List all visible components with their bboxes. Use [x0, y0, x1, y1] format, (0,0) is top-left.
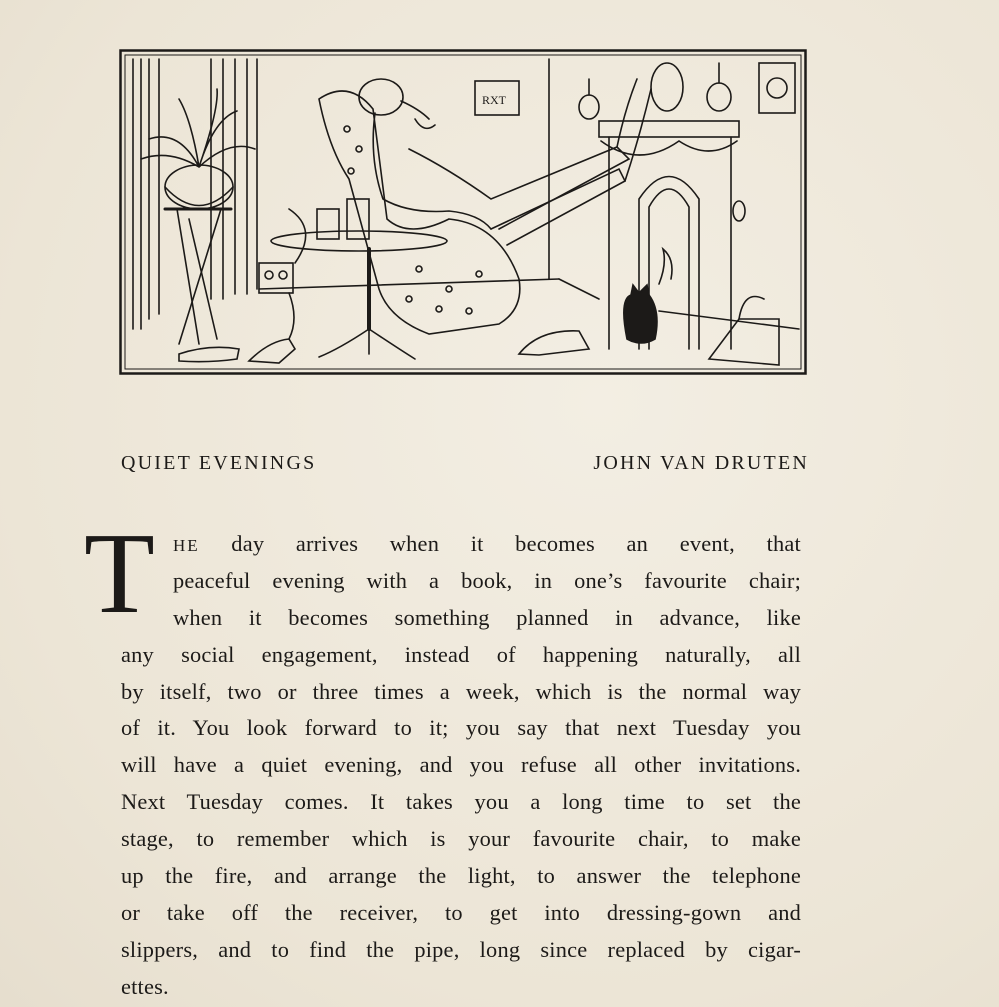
text-line-content: day arrives when it becomes an event, that [231, 531, 801, 556]
author-name: JOHN VAN DRUTEN [593, 452, 809, 474]
running-header [121, 452, 809, 482]
svg-text:RXT: RXT [482, 93, 506, 107]
text-line: any social engagement, instead of happening naturally, all [121, 641, 801, 667]
text-line: will have a quiet evening, and you refuse all other invitations. [121, 752, 801, 778]
text-line: peaceful evening with a book, in one’s favourite chair; [173, 567, 801, 593]
text-line: stage, to remember which is your favourite chair, to make [121, 826, 801, 852]
text-line: Next Tuesday comes. It takes you a long time to set the [121, 789, 801, 815]
body-paragraph [121, 526, 801, 1006]
text-line: when it becomes something planned in advance, like [173, 604, 801, 630]
chapter-title: QUIET EVENINGS [121, 452, 317, 474]
man-in-armchair-illustration [119, 49, 807, 375]
drop-cap-letter: T [84, 510, 155, 638]
text-line: of it. You look forward to it; you say that next Tuesday you [121, 715, 801, 741]
text-line: slippers, and to find the pipe, long since replaced by cigar- [121, 936, 801, 962]
opening-smallcaps: HE [173, 536, 200, 555]
text-line [121, 526, 801, 563]
header-illustration [119, 49, 807, 375]
text-line: by itself, two or three times a week, which is the normal way [121, 678, 801, 704]
text-line: ettes. [121, 973, 169, 999]
text-line: up the fire, and arrange the light, to answer the telephone [121, 863, 801, 889]
text-line: or take off the receiver, to get into dressing-gown and [121, 899, 801, 925]
